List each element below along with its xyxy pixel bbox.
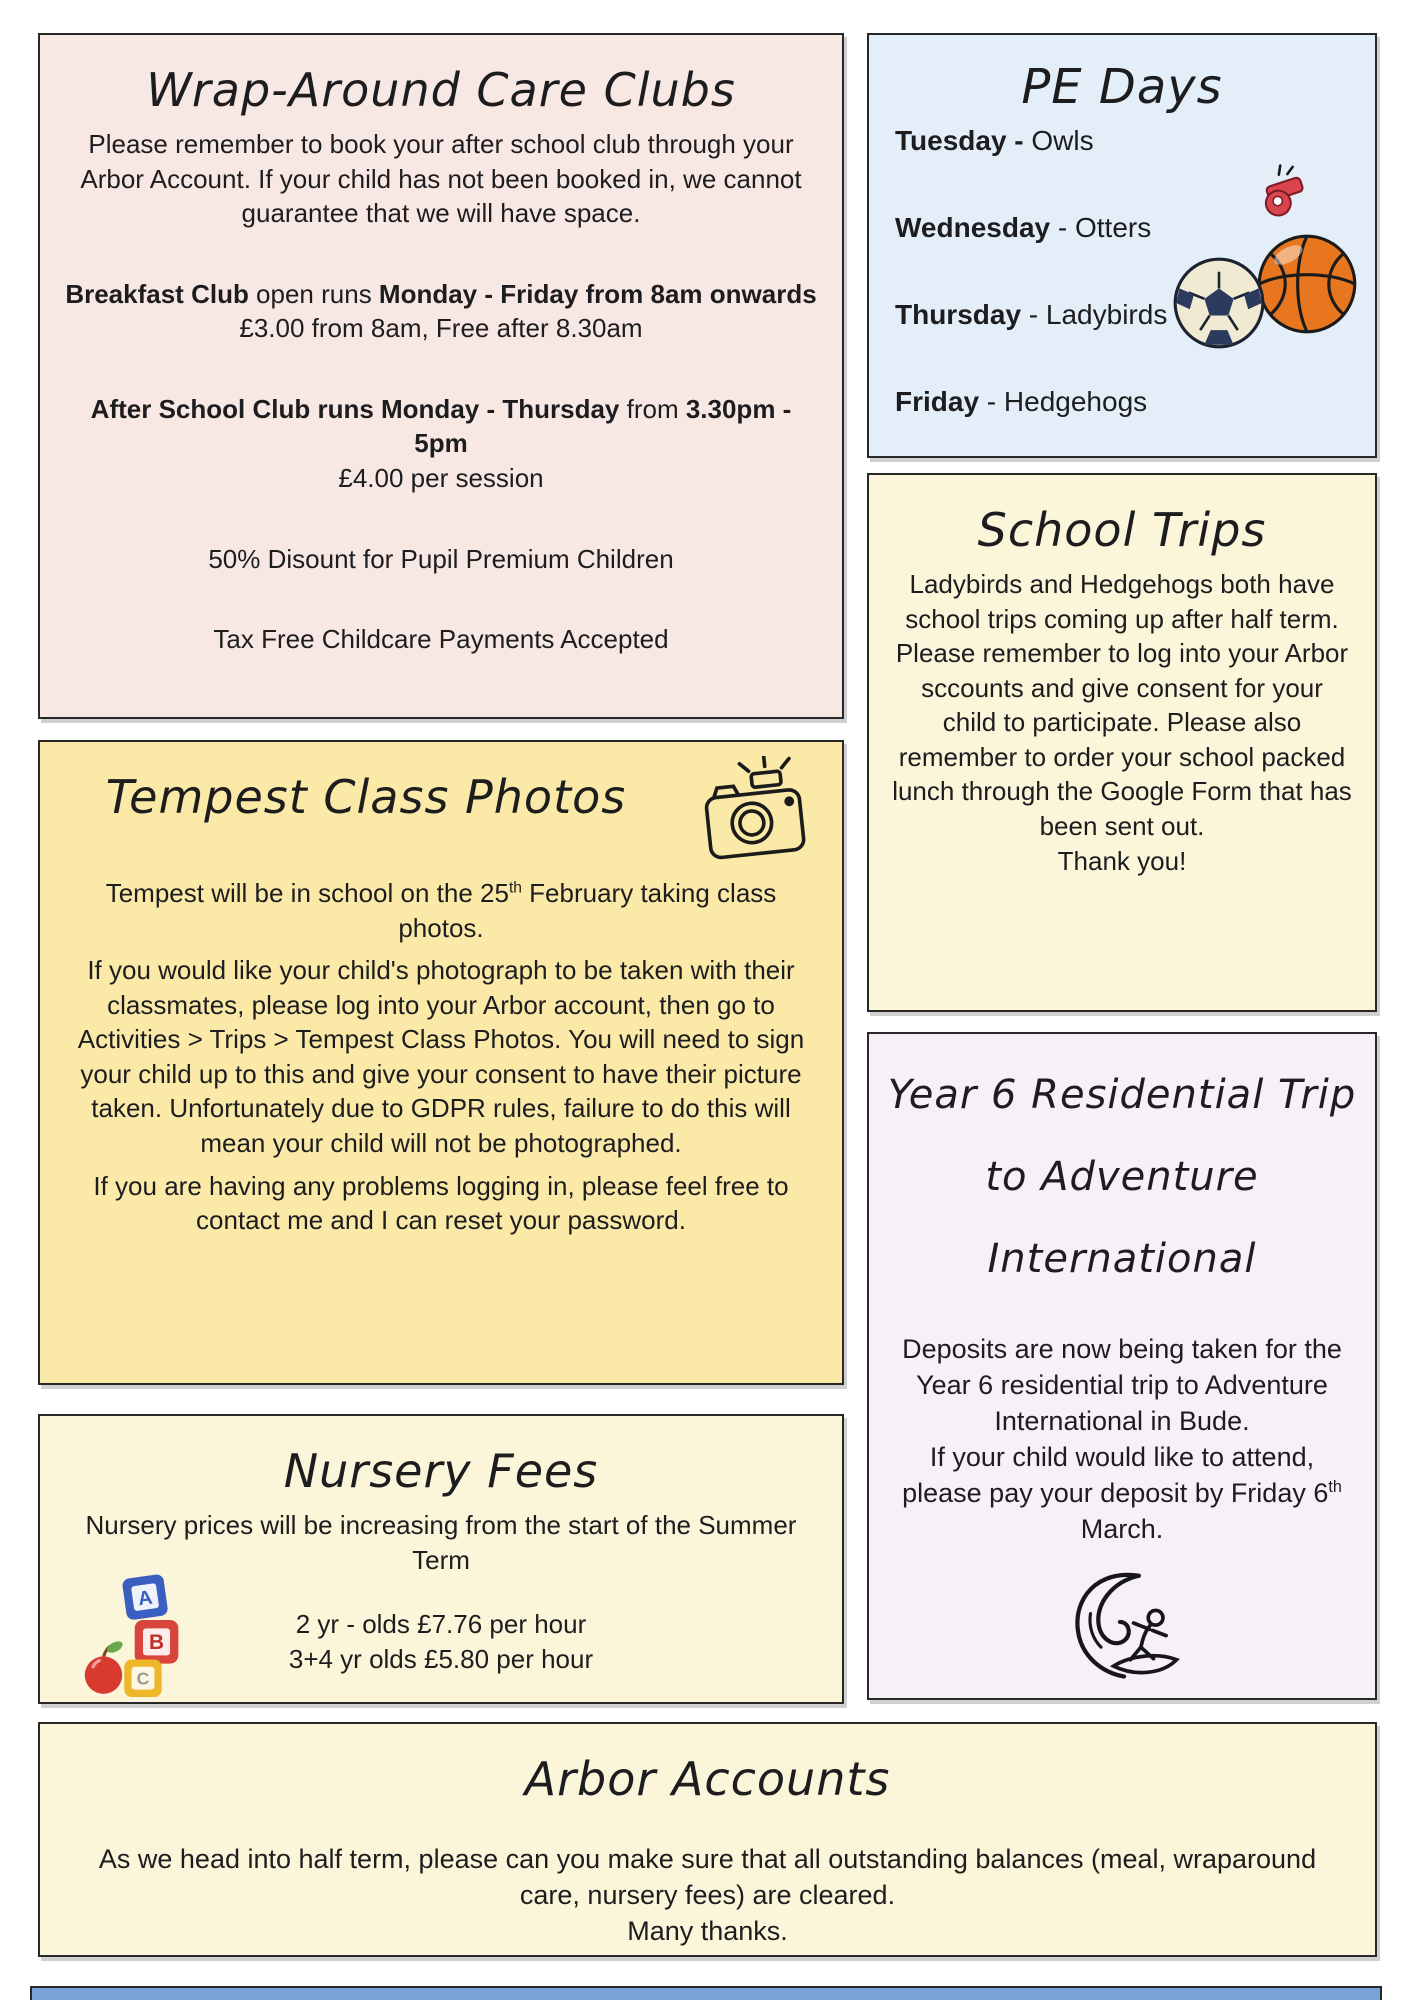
wrap-around-intro: Please remember to book your after school club through your Arbor Account. If your child has not been booked in, we cannot guarantee that we will have space. xyxy=(80,129,802,229)
nursery-price-2yr: 2 yr - olds £7.76 per hour xyxy=(295,1609,587,1640)
apple-icon xyxy=(85,1639,125,1694)
arbor-accounts-box xyxy=(38,1722,1377,1957)
wrap-around-title: Wrap-Around Care Clubs xyxy=(146,63,736,117)
arbor-accounts-body: As we head into half term, please can you make sure that all outstanding balances (meal, wraparound care, nursery fees) are cleared. Many thanks. xyxy=(98,1844,1317,1946)
svg-text:C: C xyxy=(136,1668,150,1689)
tax-free-childcare: Tax Free Childcare Payments Accepted xyxy=(213,624,669,655)
pe-days-title: PE Days xyxy=(1021,59,1223,115)
pe-sports-icons xyxy=(1171,160,1361,375)
pupil-premium-discount: 50% Disount for Pupil Premium Children xyxy=(208,543,674,574)
breakfast-price: £3.00 from 8am, Free after 8.30am xyxy=(239,313,643,344)
svg-text:A: A xyxy=(136,1586,154,1611)
year6-title: Year 6 Residential Trip to Adventure International xyxy=(887,1072,1357,1282)
tempest-paragraph-2: If you would like your child's photograph to be taken with their classmates, please log into your Arbor account, then go to Activities > Trips > Tempest Class Photos. You will need to sign your child up to this and give your consent to have their picture taken. Unfortunately due to GDPR rules, failure to do this will mean your child will not be photographed. xyxy=(77,955,805,1159)
breakfast-club-text: Breakfast Club open runs Monday - Friday from 8am onwards £3.00 from 8am, Free after 8.30am xyxy=(65,278,817,344)
svg-text:B: B xyxy=(149,1631,165,1655)
school-trips-body: Ladybirds and Hedgehogs both have school trips coming up after half term. Please remember to log into your Arbor sccounts and give consent for your child to participate. Please also remember to order your school packed lunch through the Google Form that has been sent out. Thank you! xyxy=(892,569,1352,876)
year6-residential-trip-box xyxy=(867,1032,1377,1700)
camera-icon xyxy=(692,756,822,868)
after-school-club-text: After School Club runs Monday - Thursday from 3.30pm - 5pm £4.00 per session xyxy=(90,393,792,494)
school-trips-title: School Trips xyxy=(977,503,1267,557)
tempest-paragraph-1: Tempest will be in school on the 25th February taking class photos. xyxy=(105,878,777,943)
whistle-icon xyxy=(1251,160,1313,222)
pe-day-thursday: Thursday - Ladybirds xyxy=(895,299,1168,330)
school-trips-thanks: Thank you! xyxy=(1057,845,1187,876)
abc-blocks-icon xyxy=(80,1568,206,1698)
tempest-class-photos-box xyxy=(38,740,844,1385)
basketball-icon xyxy=(1253,230,1361,338)
arbor-accounts-title: Arbor Accounts xyxy=(524,1752,891,1806)
tempest-title: Tempest Class Photos xyxy=(105,770,627,824)
nursery-body: Nursery prices will be increasing from the start of the Summer Term xyxy=(85,1510,797,1575)
pe-day-tuesday: Tuesday - Owls xyxy=(895,125,1094,156)
nursery-fees-box xyxy=(38,1414,844,1704)
tempest-paragraph-3: If you are having any problems logging in, please feel free to contact me and I can reset your password. xyxy=(93,1170,789,1236)
pe-day-friday: Friday - Hedgehogs xyxy=(895,386,1148,417)
cut-off-box-top-edge xyxy=(30,1986,1382,2000)
pe-days-box xyxy=(867,33,1377,458)
arbor-thanks: Many thanks. xyxy=(627,1915,788,1946)
soccer-ball-icon xyxy=(1171,255,1267,351)
surfer-icon xyxy=(1059,1561,1185,1685)
pe-day-wednesday: Wednesday - Otters xyxy=(895,212,1152,243)
after-school-price: £4.00 per session xyxy=(338,463,544,494)
year6-body: Deposits are now being taken for the Year 6 residential trip to Adventure International in Bude. If your child would like to attend, please pay your deposit by Friday 6th March. xyxy=(902,1334,1342,1544)
nursery-fees-title: Nursery Fees xyxy=(283,1444,599,1498)
school-trips-box xyxy=(867,473,1377,1012)
wrap-around-care-clubs-box xyxy=(38,33,844,719)
nursery-price-3-4yr: 3+4 yr olds £5.80 per hour xyxy=(288,1644,594,1675)
